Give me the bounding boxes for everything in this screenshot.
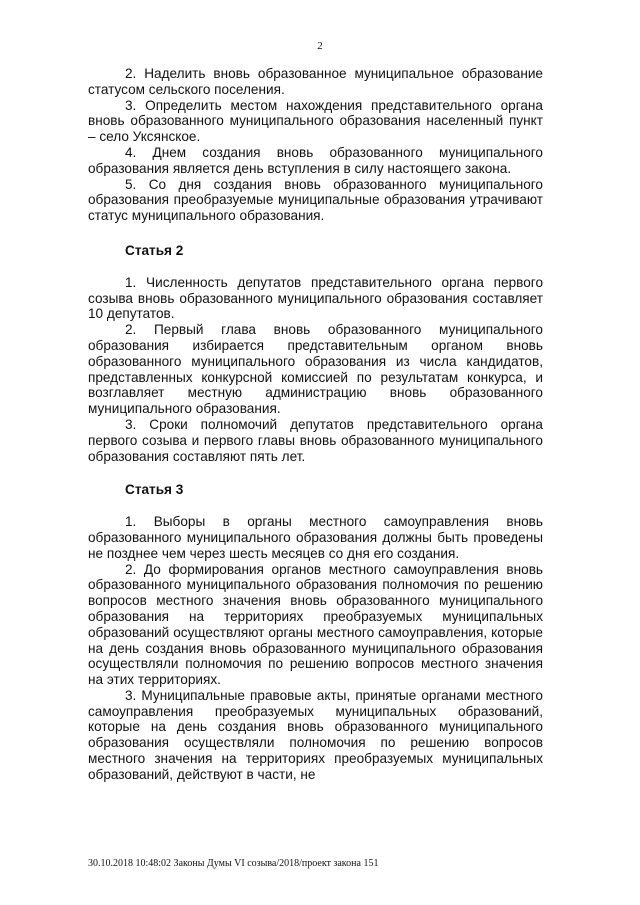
article-1-paragraph-5: 5. Со дня создания вновь образованного муниципального образования преобразуемые муниципальные образования утрачивают статус муниципального образования. — [88, 176, 543, 224]
document-footer: 30.10.2018 10:48:02 Законы Думы VI созыва/2018/проект закона 151 — [88, 858, 379, 869]
article-3-paragraph-1: 1. Выборы в органы местного самоуправления вновь образованного муниципального образования должны быть проведены не позднее чем через шесть месяцев со дня его создания. — [88, 514, 543, 561]
article-2-title: Статья 2 — [125, 242, 184, 258]
article-1-continuation — [88, 66, 543, 224]
article-2-paragraph-2: 2. Первый глава вновь образованного муниципального образования избирается представительным органом вновь образованного муниципального образования из числа кандидатов, представленных конкурсной комиссией по результатам конкурса, и возглавляет местную администрацию вновь образованного муниципального образования. — [88, 322, 543, 417]
article-2-paragraph-3: 3. Сроки полномочий депутатов представительного органа первого созыва и первого главы вновь образованного муниципального образования составляют пять лет. — [88, 416, 543, 464]
article-3-paragraph-2: 2. До формирования органов местного самоуправления вновь образованного муниципального образования полномочия по решению вопросов местного значения вновь образованного муниципального образования на территориях преобразуемых муниципальных образований осуществляют органы местного самоуправления, которые на день создания вновь образованного муниципального образования осуществляли полномочия по решению вопросов местного значения на этих территориях. — [88, 561, 543, 688]
document-body — [88, 66, 543, 783]
article-1-paragraph-3: 3. Определить местом нахождения представительного органа вновь образованного муниципального образования населенный пункт – село Уксянское. — [88, 97, 543, 145]
page-number: 2 — [317, 40, 323, 52]
article-1-paragraph-4: 4. Днем создания вновь образованного муниципального образования является день вступления в силу настоящего закона. — [88, 144, 543, 176]
article-3-title: Статья 3 — [125, 482, 184, 498]
article-2-paragraph-1: 1. Численность депутатов представительного органа первого созыва вновь образованного муниципального образования составляет 10 депутатов. — [88, 274, 543, 322]
article-3-paragraph-3: 3. Муниципальные правовые акты, принятые органами местного самоуправления преобразуемых муниципальных образований, которые на день создания вновь образованного муниципального образования осуществляли полномочия по решению вопросов местного значения на территориях преобразуемых муниципальных образований, действуют в части, не — [88, 687, 543, 782]
article-2 — [88, 275, 543, 465]
article-1-paragraph-2: 2. Наделить вновь образованное муниципальное образование статусом сельского поселения. — [88, 66, 543, 97]
article-3 — [88, 514, 543, 783]
